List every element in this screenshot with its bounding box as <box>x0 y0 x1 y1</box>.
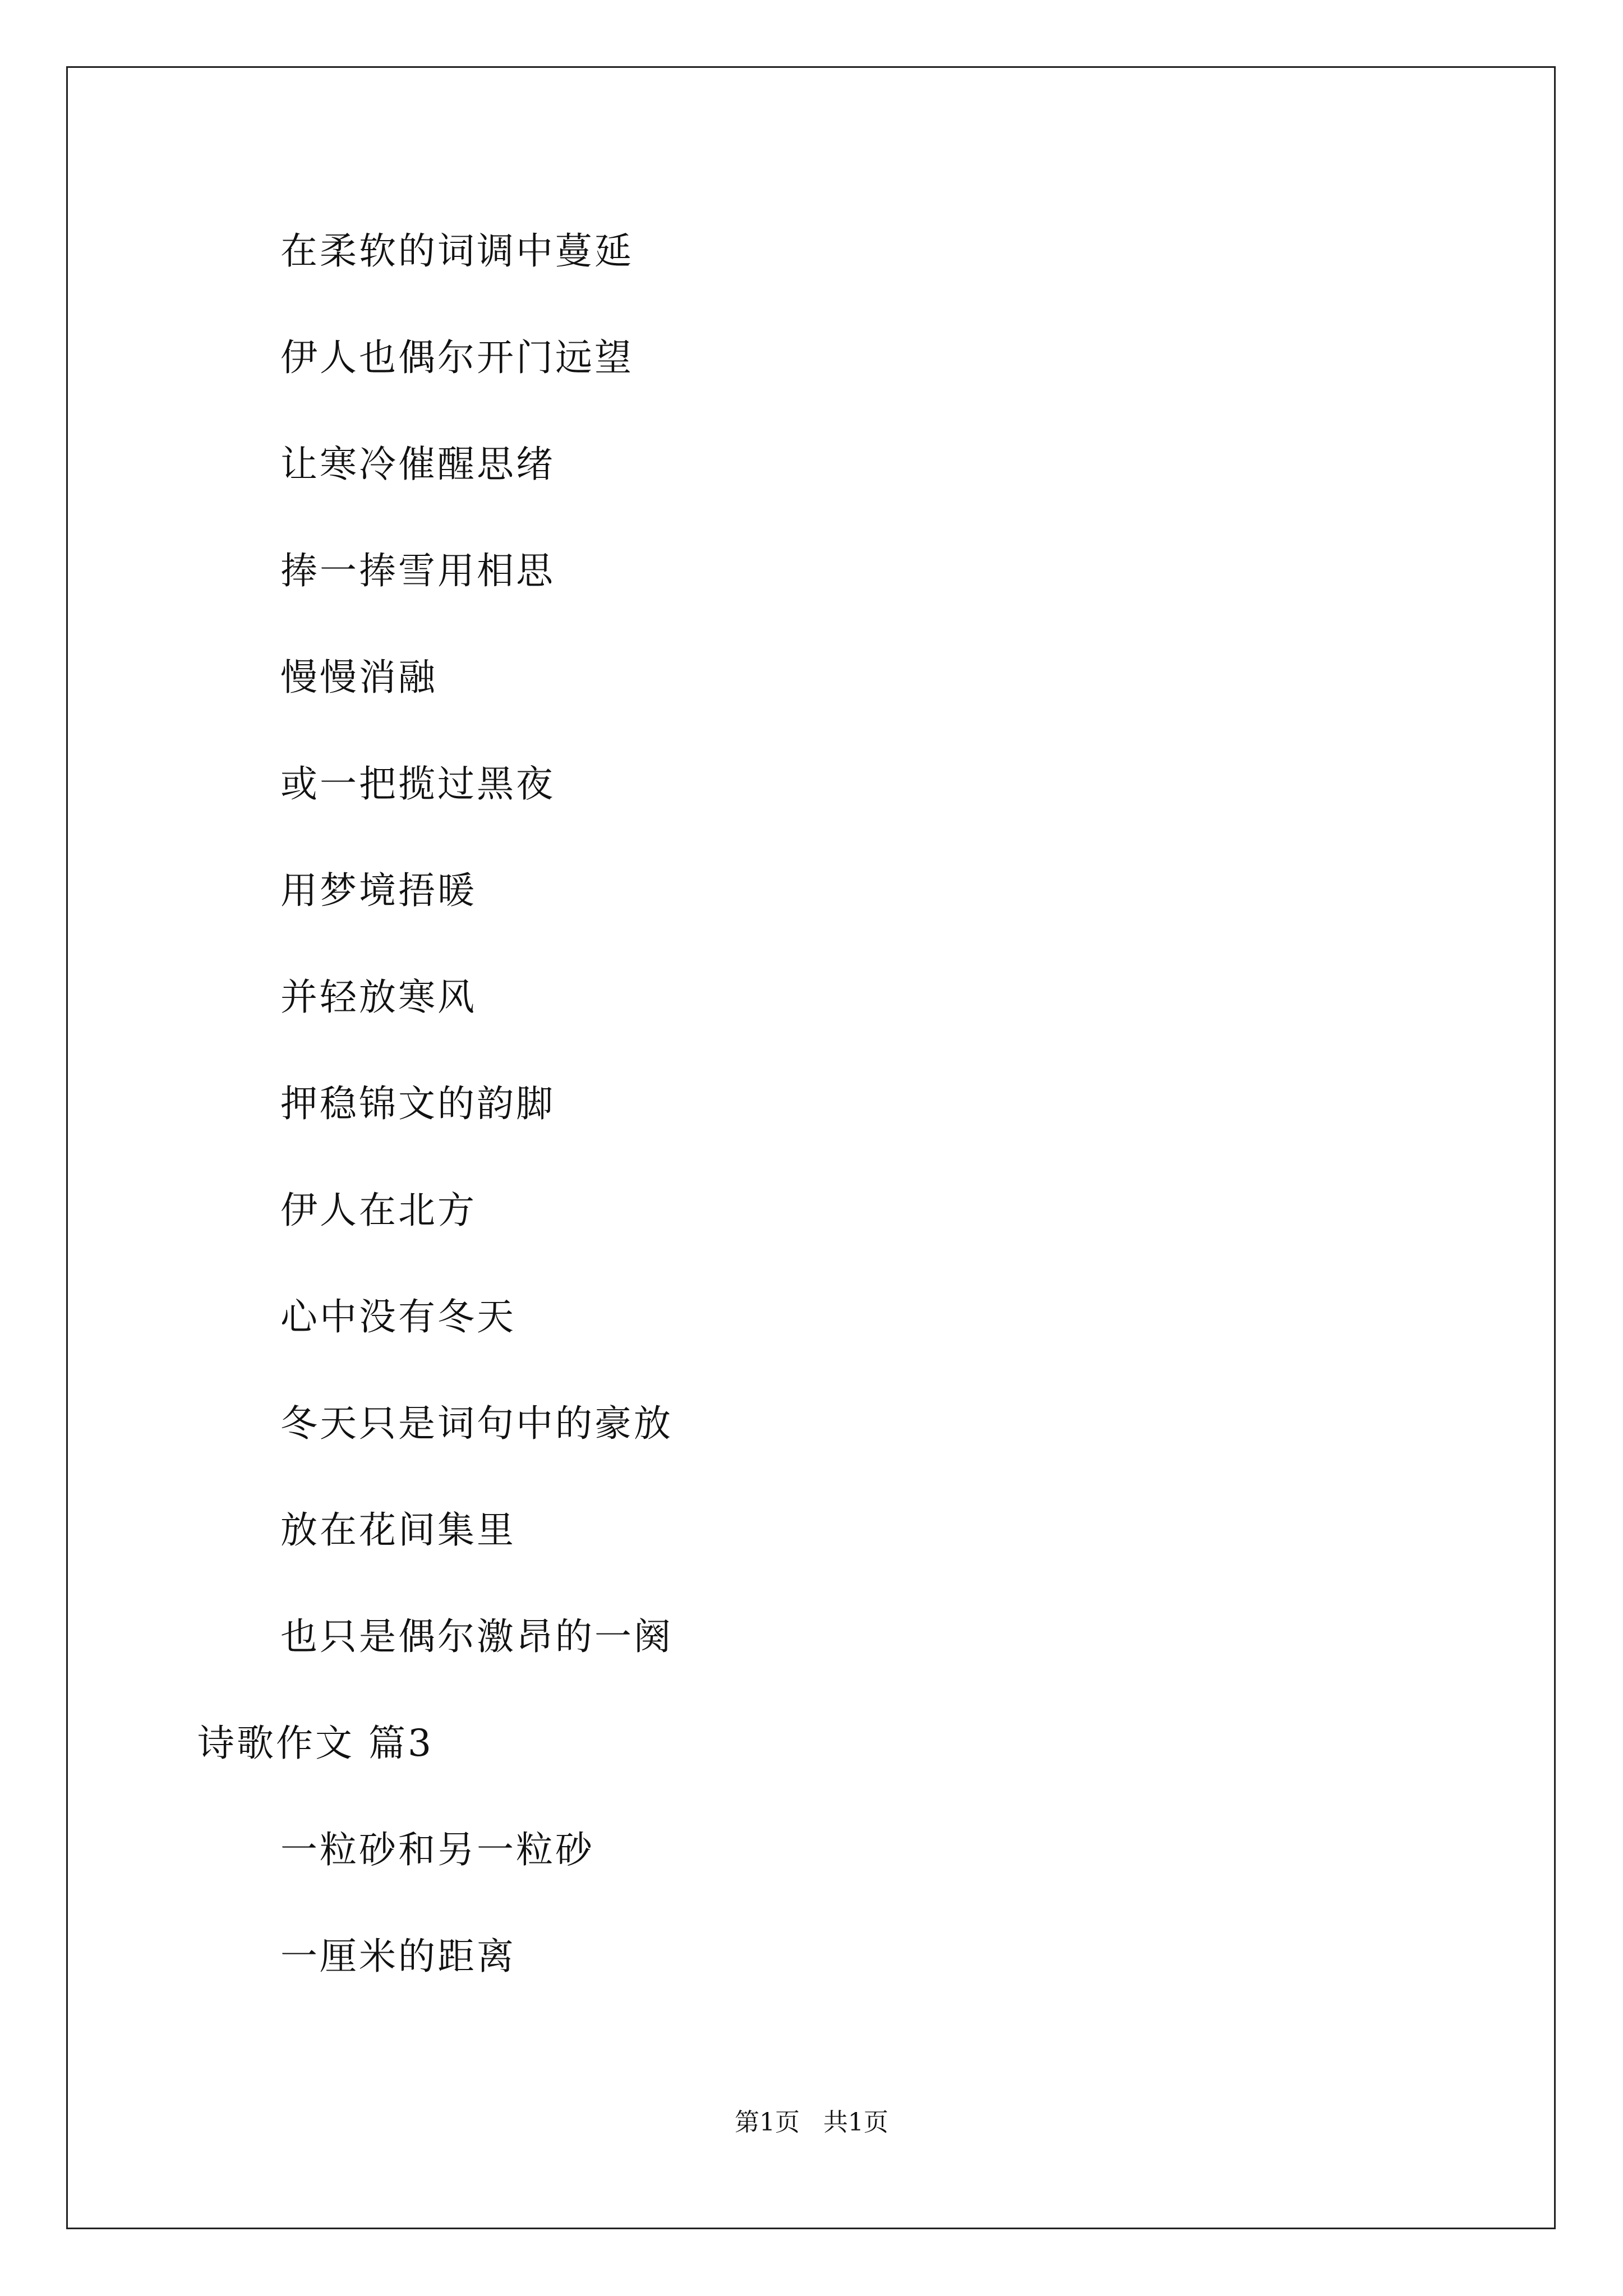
poem-line: 在柔软的词调中蔓延 <box>280 229 634 273</box>
poem-line: 或一把揽过黑夜 <box>280 762 555 806</box>
poem-line: 让寒冷催醒思绪 <box>280 443 555 486</box>
poem-line: 并轻放寒风 <box>280 976 477 1019</box>
section-heading: 诗歌作文 篇3 <box>197 1722 434 1765</box>
poem-line: 心中没有冬天 <box>280 1295 516 1338</box>
poem-line: 一粒砂和另一粒砂 <box>280 1828 594 1871</box>
poem-line: 慢慢消融 <box>280 656 437 699</box>
poem-line: 伊人也偶尔开门远望 <box>280 336 634 379</box>
poem-line: 押稳锦文的韵脚 <box>280 1082 555 1125</box>
poem-line: 伊人在北方 <box>280 1189 477 1232</box>
poem-line: 也只是偶尔激昂的一阕 <box>280 1615 673 1658</box>
poem-line: 一厘米的距离 <box>280 1935 516 1978</box>
poem-line: 冬天只是词句中的豪放 <box>280 1402 673 1445</box>
poem-line: 放在花间集里 <box>280 1508 516 1552</box>
poem-line: 用梦境捂暖 <box>280 869 477 912</box>
page-footer: 第1页 共1页 <box>735 2108 888 2137</box>
poem-line: 捧一捧雪用相思 <box>280 549 555 592</box>
